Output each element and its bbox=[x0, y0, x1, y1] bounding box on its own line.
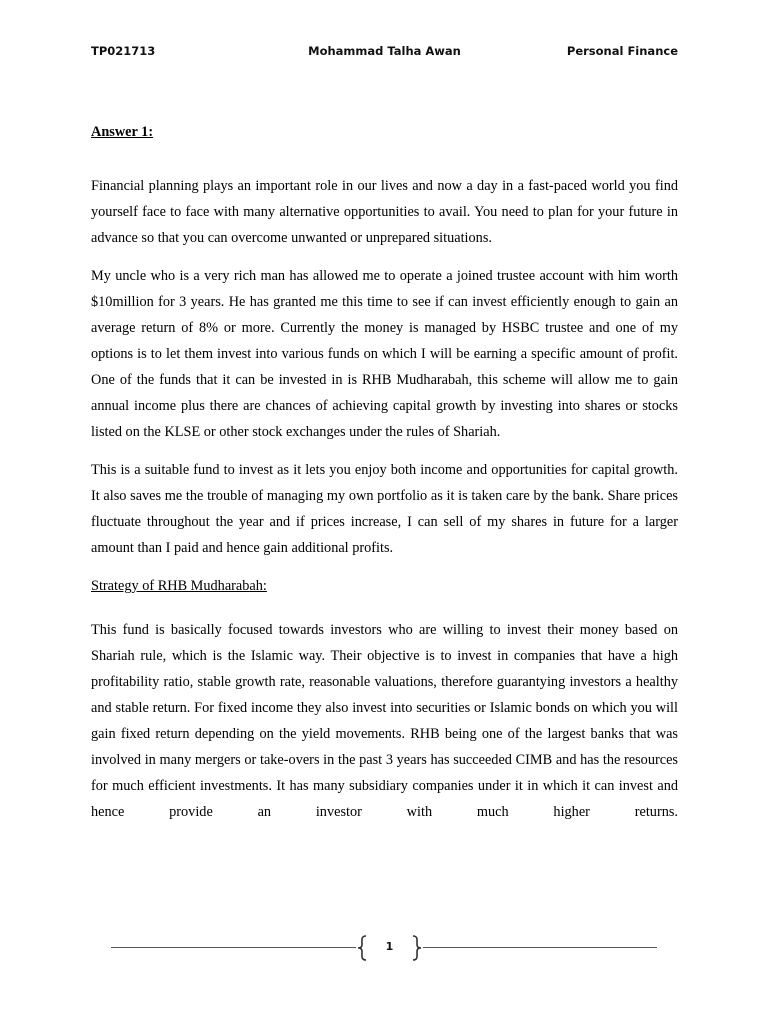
document-body bbox=[91, 119, 678, 837]
paragraph-fund-suitability: This is a suitable fund to invest as it lets you enjoy both income and opportunities for capital growth. It also saves me the trouble of managing my own portfolio as it is taken care by the bank. Share prices fluctuate throughout the year and if prices increase, I can sell of my shares in future for a larger amount than I paid and hence gain additional profits. bbox=[91, 462, 678, 556]
page-footer bbox=[111, 934, 657, 962]
header-author-name: Mohammad Talha Awan bbox=[308, 44, 461, 58]
paragraph-strategy: This fund is basically focused towards investors who are willing to invest their money based on Shariah rule, which is the Islamic way. Their objective is to invest in companies that have a high profitability ratio, stable growth rate, reasonable valuations, therefore guarantying investors a healthy and stable return. For fixed income they also invest into securities or Islamic bonds on which you will gain fixed return depending on the yield movements. RHB being one of the largest banks that was involved in many mergers or take-overs in the past 3 years has succeeded CIMB and has the resources for much efficient investments. It has many subsidiary companies under it in which it can invest and hence provide an investor with much higher returns. bbox=[91, 622, 678, 820]
strategy-subheading: Strategy of RHB Mudharabah: bbox=[91, 578, 267, 594]
header-student-id: TP021713 bbox=[91, 44, 156, 58]
paragraph-trustee-account: My uncle who is a very rich man has allowed me to operate a joined trustee account with him worth $10million for 3 years. He has granted me this time to see if can invest efficiently enough to gain an average return of 8% or more. Currently the money is managed by HSBC trustee and one of my options is to let them invest into various funds on which I will be earning a specific amount of profit. One of the funds that it can be invested in is RHB Mudharabah, this scheme will allow me to gain annual income plus there are chances of achieving capital growth by investing into shares or stocks listed on the KLSE or other stock exchanges under the rules of Shariah. bbox=[91, 268, 678, 440]
footer-rule-left bbox=[111, 947, 356, 948]
answer-heading: Answer 1: bbox=[91, 124, 154, 140]
page-number: 1 bbox=[385, 940, 394, 953]
footer-rule-right bbox=[423, 947, 657, 948]
page-header bbox=[91, 44, 678, 62]
paragraph-intro: Financial planning plays an important role in our lives and now a day in a fast-paced world you find yourself face to face with many alternative opportunities to avail. You need to plan for your future in advance so that you can overcome unwanted or unprepared situations. bbox=[91, 178, 678, 246]
header-subject: Personal Finance bbox=[566, 44, 678, 58]
